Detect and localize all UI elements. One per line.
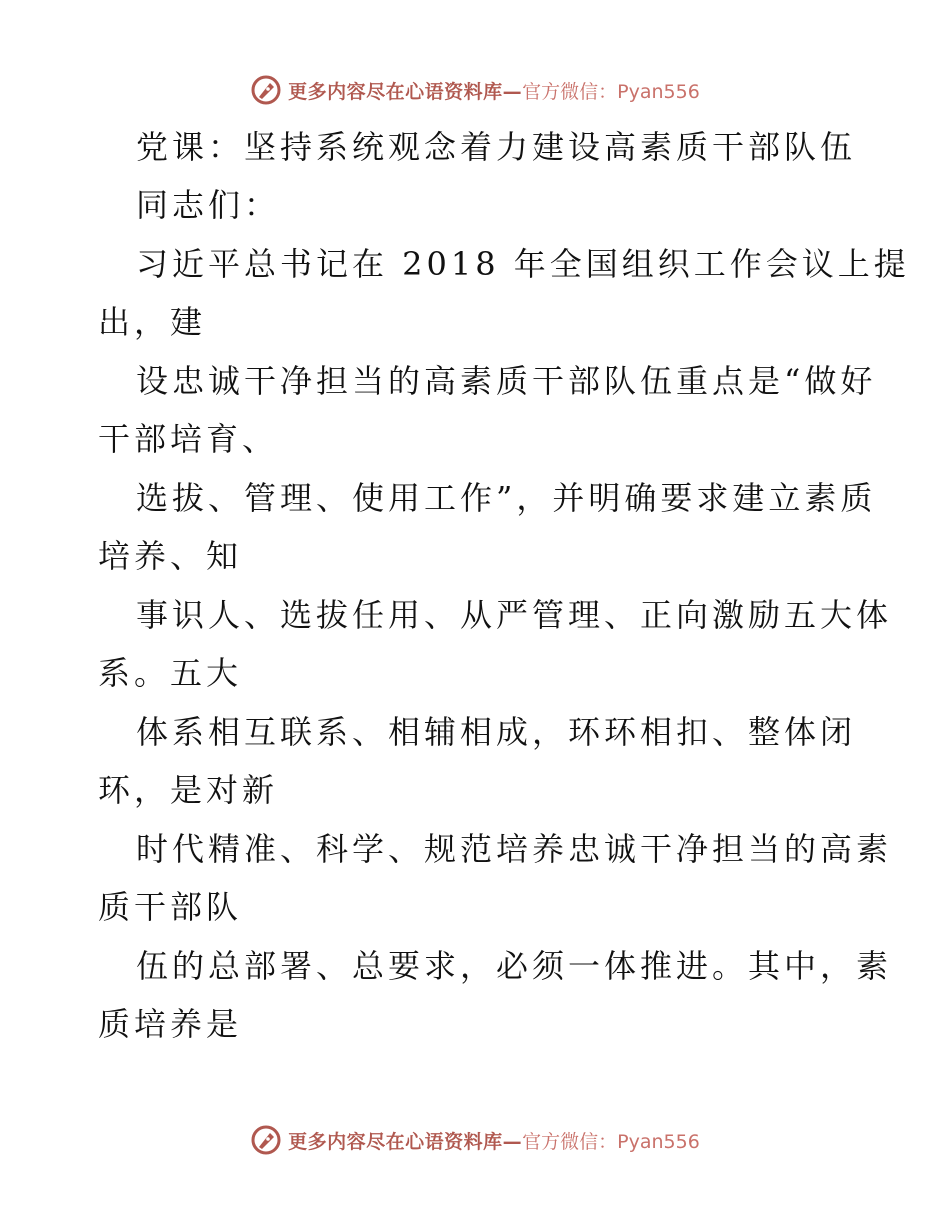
paragraph-line: 事识人、选拔任用、从严管理、正向激励五大体: [136, 596, 893, 634]
paragraph-line: 设忠诚干净担当的高素质干部队伍重点是“做好: [136, 362, 877, 400]
pen-nib-logo-icon: [250, 1124, 282, 1156]
paragraph-line: 环，是对新: [98, 771, 279, 809]
watermark-text: 更多内容尽在心语资料库—: [288, 80, 523, 103]
paragraph-line: 培养、知: [98, 537, 243, 575]
footer-watermark: [0, 1120, 950, 1160]
pen-nib-logo-icon: [250, 74, 282, 106]
salutation: 同志们：: [136, 186, 281, 224]
paragraph-line: 系。五大: [98, 654, 243, 692]
paragraph-line: 选拔、管理、使用工作”，并明确要求建立素质: [136, 479, 877, 517]
watermark-text: 更多内容尽在心语资料库—: [288, 1130, 523, 1153]
paragraph-line: 体系相互联系、相辅相成，环环相扣、整体闭: [136, 713, 857, 751]
paragraph-line: 出，建: [98, 303, 207, 341]
paragraph-line: 质干部队: [98, 888, 243, 926]
document-title: 党课：坚持系统观念着力建设高素质干部队伍: [136, 128, 857, 166]
header-watermark: [0, 70, 950, 110]
paragraph-line: 干部培育、: [98, 420, 279, 458]
paragraph-line: 时代精准、科学、规范培养忠诚干净担当的高素: [136, 830, 893, 868]
paragraph-line: 质培养是: [98, 1005, 243, 1043]
paragraph-line: 伍的总部署、总要求，必须一体推进。其中，素: [136, 947, 893, 985]
paragraph-line: 习近平总书记在 2018 年全国组织工作会议上提: [136, 245, 910, 283]
watermark-wechat: 官方微信：Pyan556: [522, 80, 700, 103]
watermark-wechat: 官方微信：Pyan556: [522, 1130, 700, 1153]
